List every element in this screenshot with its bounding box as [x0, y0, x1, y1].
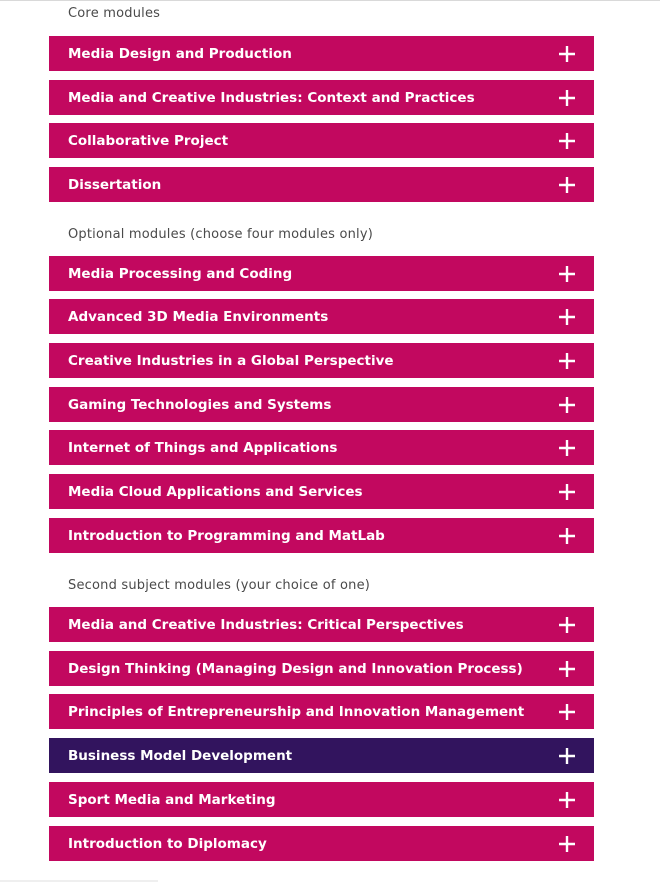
- module-title: Collaborative Project: [68, 132, 229, 149]
- module-title: Media and Creative Industries: Critical Perspectives: [68, 616, 464, 633]
- section-label-core: Core modules: [68, 6, 161, 21]
- module-creative-industries-global[interactable]: [49, 343, 594, 378]
- module-internet-of-things[interactable]: [49, 430, 594, 465]
- module-collaborative-project[interactable]: [49, 123, 594, 158]
- plus-icon[interactable]: [558, 703, 576, 721]
- module-advanced-3d-media[interactable]: [49, 299, 594, 334]
- plus-icon[interactable]: [558, 791, 576, 809]
- plus-icon[interactable]: [558, 308, 576, 326]
- plus-icon[interactable]: [558, 483, 576, 501]
- module-intro-diplomacy[interactable]: [49, 826, 594, 861]
- plus-icon[interactable]: [558, 747, 576, 765]
- module-media-creative-critical[interactable]: [49, 607, 594, 642]
- module-design-thinking[interactable]: [49, 651, 594, 686]
- module-media-creative-context[interactable]: [49, 80, 594, 115]
- module-gaming-technologies[interactable]: [49, 387, 594, 422]
- module-media-processing-coding[interactable]: [49, 256, 594, 291]
- plus-icon[interactable]: [558, 352, 576, 370]
- section-label-second-subject: Second subject modules (your choice of one): [68, 578, 371, 593]
- module-media-cloud[interactable]: [49, 474, 594, 509]
- plus-icon[interactable]: [558, 265, 576, 283]
- module-title: Media and Creative Industries: Context and Practices: [68, 89, 475, 106]
- plus-icon[interactable]: [558, 616, 576, 634]
- module-title: Introduction to Programming and MatLab: [68, 527, 385, 544]
- module-title: Gaming Technologies and Systems: [68, 396, 332, 413]
- top-divider: [0, 0, 660, 1]
- plus-icon[interactable]: [558, 660, 576, 678]
- module-title: Dissertation: [68, 176, 162, 193]
- module-title: Principles of Entrepreneurship and Innovation Management: [68, 703, 525, 720]
- section-label-optional: Optional modules (choose four modules only): [68, 227, 374, 242]
- module-title: Sport Media and Marketing: [68, 791, 276, 808]
- module-title: Introduction to Diplomacy: [68, 835, 267, 852]
- plus-icon[interactable]: [558, 835, 576, 853]
- module-title: Advanced 3D Media Environments: [68, 308, 329, 325]
- module-title: Media Cloud Applications and Services: [68, 483, 363, 500]
- plus-icon[interactable]: [558, 89, 576, 107]
- plus-icon[interactable]: [558, 132, 576, 150]
- module-title: Media Design and Production: [68, 45, 292, 62]
- module-dissertation[interactable]: [49, 167, 594, 202]
- module-business-model-development[interactable]: [49, 738, 594, 773]
- plus-icon[interactable]: [558, 527, 576, 545]
- bottom-divider: [0, 880, 158, 882]
- module-sport-media-marketing[interactable]: [49, 782, 594, 817]
- module-principles-entrepreneurship[interactable]: [49, 694, 594, 729]
- module-title: Media Processing and Coding: [68, 265, 293, 282]
- plus-icon[interactable]: [558, 396, 576, 414]
- module-title: Business Model Development: [68, 747, 293, 764]
- plus-icon[interactable]: [558, 45, 576, 63]
- module-media-design-production[interactable]: [49, 36, 594, 71]
- module-title: Design Thinking (Managing Design and Innovation Process): [68, 660, 523, 677]
- plus-icon[interactable]: [558, 176, 576, 194]
- module-intro-programming-matlab[interactable]: [49, 518, 594, 553]
- plus-icon[interactable]: [558, 439, 576, 457]
- module-title: Creative Industries in a Global Perspective: [68, 352, 394, 369]
- module-title: Internet of Things and Applications: [68, 439, 338, 456]
